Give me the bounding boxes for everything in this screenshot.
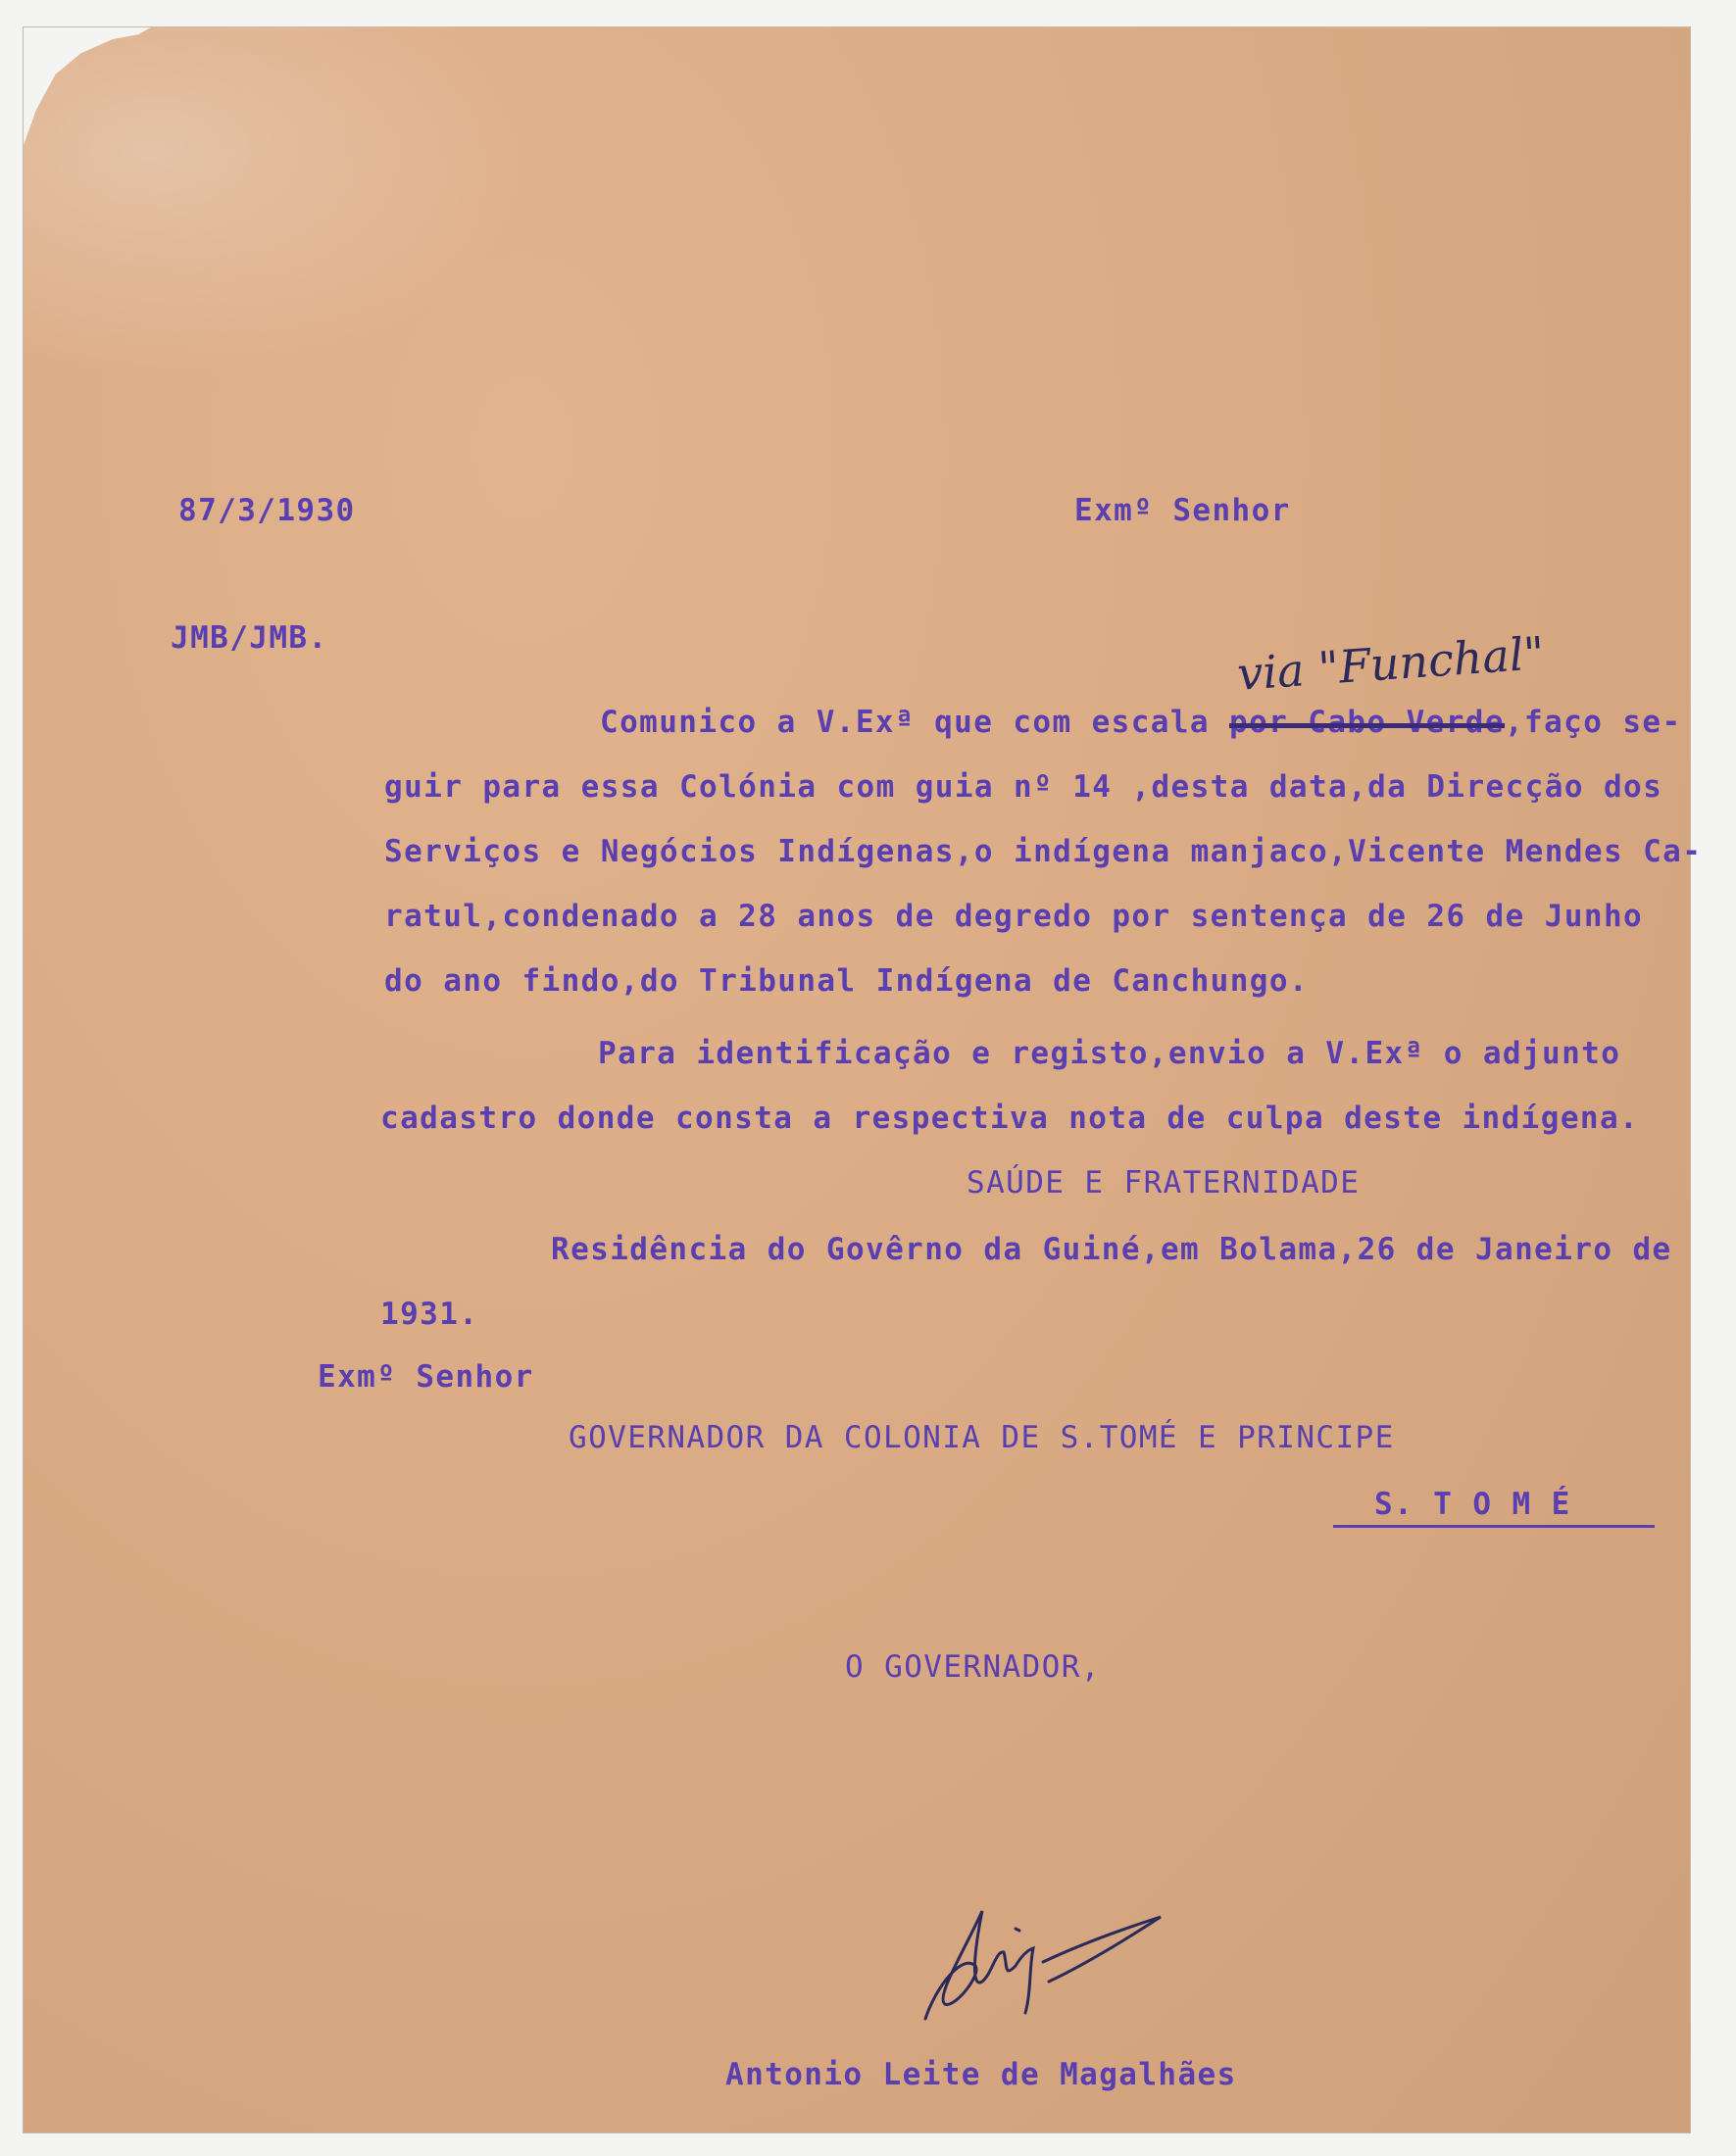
reference-number: 87/3/1930 [178, 493, 356, 528]
paragraph-1-line-2: guir para essa Colónia com guia nº 14 ,desta data,da Direcção dos [384, 769, 1663, 805]
handwritten-signature [906, 1872, 1219, 2038]
place-date-line-1: Residência do Govêrno da Guiné,em Bolama,26 de Janeiro de [551, 1232, 1672, 1267]
salutation-top: Exmº Senhor [1074, 493, 1291, 528]
recipient-title: GOVERNADOR DA COLONIA DE S.TOMÉ E PRINCIPE [569, 1420, 1395, 1455]
crossed-out-text: por Cabo Verde [1229, 705, 1505, 740]
paragraph-1-line-1 [600, 705, 1682, 740]
handwritten-insertion: via "Funchal" [1235, 626, 1547, 701]
paragraph-2-line-1: Para identificação e registo,envio a V.Exª o adjunto [598, 1036, 1621, 1071]
closing-greeting: SAÚDE E FRATERNIDADE [967, 1165, 1361, 1200]
typist-initials: JMB/JMB. [171, 620, 328, 656]
paragraph-2-line-2: cadastro donde consta a respectiva nota de culpa deste indígena. [380, 1101, 1640, 1136]
torn-corner [24, 27, 151, 145]
paragraph-1-line-5: do ano findo,do Tribunal Indígena de Canchungo. [384, 963, 1309, 999]
salutation-bottom: Exmº Senhor [318, 1359, 534, 1395]
para1-line1-start: Comunico a V.Exª que com escala [600, 705, 1230, 740]
paragraph-1-line-4: ratul,condenado a 28 anos de degredo por sentença de 26 de Junho [384, 899, 1644, 934]
place-date-line-2: 1931. [380, 1297, 479, 1332]
destination-underline [1333, 1525, 1655, 1528]
destination: S. T O M É [1374, 1487, 1571, 1522]
para1-line1-end: ,faço se- [1504, 705, 1682, 740]
paragraph-1-line-3: Serviços e Negócios Indígenas,o indígena manjaco,Vicente Mendes Ca- [384, 834, 1703, 869]
signatory-name: Antonio Leite de Magalhães [725, 2057, 1237, 2092]
signatory-title: O GOVERNADOR, [845, 1649, 1101, 1685]
document-sheet [24, 27, 1703, 2132]
